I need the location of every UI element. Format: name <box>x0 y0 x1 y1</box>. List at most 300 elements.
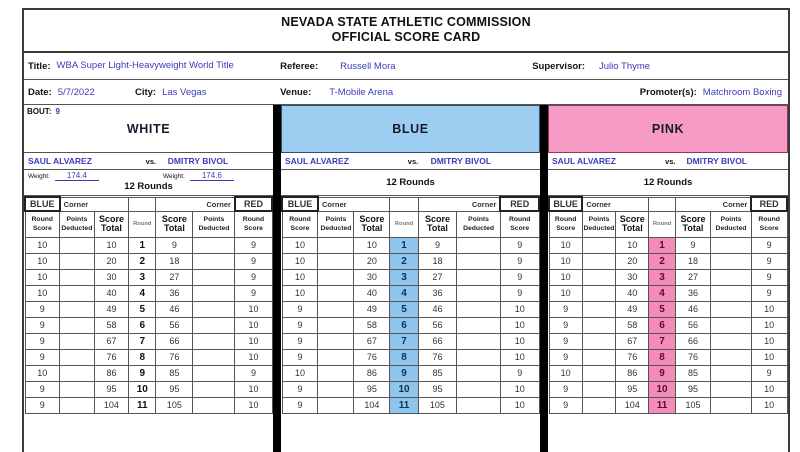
cell-blue-score-total: 86 <box>354 365 390 381</box>
cell-blue-score-total: 20 <box>616 253 649 269</box>
cell-red-round-score: 9 <box>751 237 787 253</box>
cell-red-points-deducted <box>193 301 235 317</box>
cell-blue-score-total: 67 <box>616 333 649 349</box>
corner-spacer <box>390 197 418 211</box>
cell-blue-points-deducted <box>318 349 354 365</box>
cell-red-score-total: 18 <box>156 253 193 269</box>
cell-blue-round-score: 10 <box>25 237 60 253</box>
cell-round-number: 11 <box>129 397 156 413</box>
blue-corner-tag: BLUE <box>25 197 60 211</box>
col-header-red-round-score: Round Score <box>751 211 787 237</box>
cell-red-score-total: 27 <box>418 269 457 285</box>
cell-red-points-deducted <box>457 397 501 413</box>
cell-blue-round-score: 9 <box>549 317 582 333</box>
rounds-count-pink: 12 Rounds <box>643 177 693 188</box>
cell-red-round-score: 10 <box>751 301 787 317</box>
cell-round-number: 2 <box>129 253 156 269</box>
col-header-red-round-score: Round Score <box>500 211 539 237</box>
corner-label-right: Corner <box>675 197 751 211</box>
cell-blue-score-total: 58 <box>94 317 129 333</box>
cell-blue-points-deducted <box>60 237 95 253</box>
cell-blue-score-total: 30 <box>94 269 129 285</box>
cell-round-number: 8 <box>649 349 675 365</box>
cell-red-points-deducted <box>711 317 751 333</box>
cell-blue-points-deducted <box>582 349 615 365</box>
table-row <box>282 237 539 253</box>
cell-red-points-deducted <box>711 397 751 413</box>
cell-red-points-deducted <box>193 333 235 349</box>
cell-round-number: 11 <box>649 397 675 413</box>
cell-red-score-total: 36 <box>675 285 711 301</box>
cell-red-round-score: 10 <box>751 397 787 413</box>
scorecard-document <box>22 8 790 452</box>
cell-blue-score-total: 86 <box>616 365 649 381</box>
cell-red-round-score: 10 <box>235 333 272 349</box>
cell-round-number: 10 <box>390 381 418 397</box>
field-date <box>24 80 131 104</box>
cell-red-points-deducted <box>711 333 751 349</box>
cell-red-points-deducted <box>193 317 235 333</box>
cell-red-points-deducted <box>711 301 751 317</box>
cell-red-round-score: 9 <box>751 365 787 381</box>
cell-red-points-deducted <box>457 237 501 253</box>
cell-blue-round-score: 9 <box>282 333 318 349</box>
cell-round-number: 2 <box>390 253 418 269</box>
cell-blue-score-total: 104 <box>94 397 129 413</box>
cell-red-points-deducted <box>457 269 501 285</box>
weight-b-label: Weight: <box>162 173 185 180</box>
cell-blue-round-score: 10 <box>549 285 582 301</box>
cell-blue-round-score: 10 <box>282 269 318 285</box>
field-venue <box>276 80 528 104</box>
promoter-label: Promoter(s): <box>639 86 697 98</box>
fighters-row-blue <box>281 153 540 170</box>
col-header-blue-points-deducted: Points Deducted <box>582 211 615 237</box>
panel-name-pink: PINK <box>651 122 685 136</box>
fighters-row-white <box>24 153 273 170</box>
cell-round-number: 5 <box>390 301 418 317</box>
red-corner-tag: RED <box>751 197 787 211</box>
cell-blue-round-score: 10 <box>282 237 318 253</box>
cell-red-points-deducted <box>457 365 501 381</box>
cell-blue-points-deducted <box>60 269 95 285</box>
cell-red-score-total: 76 <box>675 349 711 365</box>
cell-red-points-deducted <box>457 349 501 365</box>
corner-label-left: Corner <box>60 197 129 211</box>
col-header-red-score-total: Score Total <box>675 211 711 237</box>
cell-red-score-total: 56 <box>418 317 457 333</box>
cell-blue-points-deducted <box>318 381 354 397</box>
cell-red-score-total: 9 <box>418 237 457 253</box>
cell-blue-round-score: 9 <box>549 301 582 317</box>
cell-red-score-total: 46 <box>418 301 457 317</box>
cell-red-round-score: 10 <box>751 317 787 333</box>
cell-red-score-total: 18 <box>418 253 457 269</box>
column-header-row <box>25 211 272 237</box>
cell-blue-score-total: 10 <box>94 237 129 253</box>
cell-blue-round-score: 10 <box>282 253 318 269</box>
cell-round-number: 3 <box>390 269 418 285</box>
panel-divider-2 <box>540 105 548 452</box>
cell-red-points-deducted <box>457 317 501 333</box>
cell-blue-score-total: 49 <box>354 301 390 317</box>
cell-red-points-deducted <box>193 253 235 269</box>
table-row <box>25 301 272 317</box>
cell-blue-round-score: 10 <box>282 285 318 301</box>
table-row <box>25 381 272 397</box>
cell-red-score-total: 36 <box>156 285 193 301</box>
cell-red-round-score: 9 <box>751 253 787 269</box>
cell-red-score-total: 56 <box>156 317 193 333</box>
field-city <box>131 80 276 104</box>
cell-blue-points-deducted <box>318 333 354 349</box>
cell-blue-points-deducted <box>582 317 615 333</box>
cell-blue-points-deducted <box>60 333 95 349</box>
corner-spacer <box>129 197 156 211</box>
cell-red-score-total: 27 <box>675 269 711 285</box>
cell-red-score-total: 66 <box>418 333 457 349</box>
cell-blue-points-deducted <box>318 269 354 285</box>
panel-name-blue: BLUE <box>392 122 429 136</box>
venue-label: Venue: <box>280 86 312 98</box>
col-header-red-points-deducted: Points Deducted <box>711 211 751 237</box>
cell-blue-points-deducted <box>582 365 615 381</box>
fighter-b-name: DMITRY BIVOL <box>430 156 492 166</box>
cell-blue-points-deducted <box>582 381 615 397</box>
cell-red-score-total: 95 <box>156 381 193 397</box>
cell-red-score-total: 36 <box>418 285 457 301</box>
cell-blue-score-total: 58 <box>354 317 390 333</box>
red-corner-tag: RED <box>500 197 539 211</box>
table-row <box>25 397 272 413</box>
cell-red-round-score: 9 <box>500 285 539 301</box>
cell-blue-round-score: 9 <box>282 397 318 413</box>
panel-divider-1 <box>273 105 281 452</box>
cell-red-round-score: 9 <box>500 253 539 269</box>
cell-red-score-total: 9 <box>675 237 711 253</box>
corner-label-right: Corner <box>418 197 500 211</box>
cell-blue-points-deducted <box>60 317 95 333</box>
cell-red-score-total: 105 <box>675 397 711 413</box>
cell-red-round-score: 10 <box>500 317 539 333</box>
col-header-blue-score-total: Score Total <box>94 211 129 237</box>
table-row <box>25 365 272 381</box>
panel-name-white: WHITE <box>126 121 171 136</box>
cell-red-score-total: 66 <box>675 333 711 349</box>
cell-red-points-deducted <box>193 237 235 253</box>
cell-red-points-deducted <box>711 381 751 397</box>
cell-blue-round-score: 10 <box>25 269 60 285</box>
corner-label-right: Corner <box>156 197 235 211</box>
cell-red-score-total: 46 <box>675 301 711 317</box>
table-row <box>25 333 272 349</box>
field-referee <box>276 53 528 79</box>
cell-blue-score-total: 95 <box>94 381 129 397</box>
cell-red-score-total: 46 <box>156 301 193 317</box>
cell-blue-round-score: 9 <box>25 381 60 397</box>
cell-round-number: 4 <box>649 285 675 301</box>
score-table-white <box>24 196 273 414</box>
cell-red-points-deducted <box>711 365 751 381</box>
heading-line-2: OFFICIAL SCORE CARD <box>331 30 481 44</box>
referee-label: Referee: <box>280 60 319 72</box>
cell-red-score-total: 85 <box>418 365 457 381</box>
table-row <box>25 269 272 285</box>
date-value: 5/7/2022 <box>57 86 95 98</box>
col-header-blue-score-total: Score Total <box>616 211 649 237</box>
table-row <box>282 301 539 317</box>
column-header-row <box>282 211 539 237</box>
cell-blue-score-total: 20 <box>94 253 129 269</box>
cell-red-score-total: 66 <box>156 333 193 349</box>
table-row <box>549 269 787 285</box>
cell-blue-round-score: 10 <box>549 237 582 253</box>
cell-red-points-deducted <box>457 333 501 349</box>
col-header-red-points-deducted: Points Deducted <box>457 211 501 237</box>
cell-red-round-score: 10 <box>235 381 272 397</box>
cell-red-score-total: 95 <box>418 381 457 397</box>
cell-red-score-total: 95 <box>675 381 711 397</box>
cell-round-number: 4 <box>129 285 156 301</box>
cell-red-round-score: 10 <box>235 349 272 365</box>
cell-blue-round-score: 10 <box>549 253 582 269</box>
cell-red-round-score: 10 <box>500 381 539 397</box>
versus-label: vs. <box>407 156 419 166</box>
cell-round-number: 3 <box>649 269 675 285</box>
heading-line-1: NEVADA STATE ATHLETIC COMMISSION <box>281 15 531 29</box>
city-value: Las Vegas <box>162 86 207 98</box>
cell-blue-score-total: 58 <box>616 317 649 333</box>
cell-red-round-score: 10 <box>751 333 787 349</box>
corner-spacer <box>649 197 675 211</box>
cell-blue-score-total: 95 <box>354 381 390 397</box>
col-header-red-round-score: Round Score <box>235 211 272 237</box>
fighters-row-pink <box>548 153 788 170</box>
supervisor-label: Supervisor: <box>532 60 586 72</box>
cell-blue-points-deducted <box>60 253 95 269</box>
cell-red-round-score: 10 <box>235 317 272 333</box>
cell-red-points-deducted <box>193 349 235 365</box>
cell-blue-round-score: 10 <box>25 285 60 301</box>
col-header-red-points-deducted: Points Deducted <box>193 211 235 237</box>
col-header-round: Round <box>390 211 418 237</box>
cell-blue-score-total: 104 <box>616 397 649 413</box>
cell-blue-points-deducted <box>318 253 354 269</box>
cell-blue-points-deducted <box>60 349 95 365</box>
cell-blue-score-total: 20 <box>354 253 390 269</box>
fighter-a-name: SAUL ALVAREZ <box>285 156 349 166</box>
field-title <box>24 53 276 79</box>
cell-round-number: 7 <box>390 333 418 349</box>
cell-blue-points-deducted <box>60 397 95 413</box>
table-row <box>25 349 272 365</box>
meta-row-date <box>24 80 788 105</box>
table-row <box>282 285 539 301</box>
cell-blue-points-deducted <box>60 301 95 317</box>
col-header-blue-round-score: Round Score <box>549 211 582 237</box>
cell-blue-round-score: 9 <box>549 349 582 365</box>
cell-red-score-total: 27 <box>156 269 193 285</box>
col-header-blue-points-deducted: Points Deducted <box>60 211 95 237</box>
red-corner-tag: RED <box>235 197 272 211</box>
cell-blue-round-score: 9 <box>549 333 582 349</box>
cell-round-number: 11 <box>390 397 418 413</box>
cell-red-round-score: 9 <box>751 269 787 285</box>
meta-row-title <box>24 53 788 80</box>
cell-red-points-deducted <box>711 285 751 301</box>
weight-field-b <box>163 171 269 181</box>
weight-a-label: Weight: <box>28 173 50 180</box>
fighter-a-name: SAUL ALVAREZ <box>552 156 616 166</box>
cell-blue-points-deducted <box>318 237 354 253</box>
panels-container <box>24 105 788 452</box>
weights-group <box>24 170 273 181</box>
cell-red-points-deducted <box>457 381 501 397</box>
cell-blue-round-score: 9 <box>25 317 60 333</box>
cell-blue-points-deducted <box>582 397 615 413</box>
cell-blue-round-score: 9 <box>25 397 60 413</box>
cell-red-round-score: 9 <box>751 285 787 301</box>
col-header-round: Round <box>129 211 156 237</box>
table-row <box>282 317 539 333</box>
cell-blue-score-total: 30 <box>354 269 390 285</box>
cell-blue-points-deducted <box>582 237 615 253</box>
cell-red-points-deducted <box>457 253 501 269</box>
cell-red-round-score: 10 <box>751 349 787 365</box>
cell-red-round-score: 10 <box>500 333 539 349</box>
table-row <box>549 317 787 333</box>
table-row <box>549 333 787 349</box>
cell-red-score-total: 76 <box>156 349 193 365</box>
cell-blue-round-score: 9 <box>282 381 318 397</box>
blue-corner-tag: BLUE <box>549 197 582 211</box>
venue-value: T-Mobile Arena <box>329 86 394 98</box>
table-row <box>282 269 539 285</box>
cell-red-round-score: 10 <box>500 349 539 365</box>
cell-red-round-score: 9 <box>235 253 272 269</box>
cell-blue-score-total: 67 <box>354 333 390 349</box>
fighter-b-name: DMITRY BIVOL <box>167 156 229 166</box>
fighter-a-name: SAUL ALVAREZ <box>28 156 92 166</box>
cell-red-round-score: 9 <box>235 365 272 381</box>
cell-blue-score-total: 76 <box>354 349 390 365</box>
cell-red-round-score: 10 <box>500 301 539 317</box>
rounds-count-blue: 12 Rounds <box>386 177 435 188</box>
cell-round-number: 7 <box>649 333 675 349</box>
cell-blue-points-deducted <box>318 301 354 317</box>
cell-red-score-total: 85 <box>675 365 711 381</box>
cell-blue-points-deducted <box>582 253 615 269</box>
table-row <box>25 317 272 333</box>
table-row <box>25 285 272 301</box>
scorecard-panel-white <box>24 105 273 452</box>
cell-blue-points-deducted <box>60 365 95 381</box>
cell-red-score-total: 9 <box>156 237 193 253</box>
cell-blue-round-score: 9 <box>549 381 582 397</box>
cell-red-points-deducted <box>711 269 751 285</box>
cell-red-round-score: 10 <box>751 381 787 397</box>
title-label: Title: <box>28 60 51 72</box>
col-header-blue-points-deducted: Points Deducted <box>318 211 354 237</box>
col-header-red-score-total: Score Total <box>418 211 457 237</box>
cell-red-points-deducted <box>457 301 501 317</box>
cell-round-number: 6 <box>390 317 418 333</box>
cell-blue-score-total: 67 <box>94 333 129 349</box>
cell-round-number: 7 <box>129 333 156 349</box>
cell-blue-points-deducted <box>318 365 354 381</box>
cell-red-points-deducted <box>193 285 235 301</box>
cell-blue-round-score: 10 <box>282 365 318 381</box>
cell-round-number: 3 <box>129 269 156 285</box>
cell-blue-score-total: 86 <box>94 365 129 381</box>
score-table-pink <box>548 196 788 414</box>
cell-blue-points-deducted <box>582 333 615 349</box>
bout-number: 9 <box>55 107 60 116</box>
document-heading <box>24 10 788 53</box>
cell-round-number: 1 <box>129 237 156 253</box>
field-promoter <box>528 80 788 104</box>
cell-blue-points-deducted <box>318 285 354 301</box>
bout-tag <box>27 107 60 116</box>
col-header-blue-score-total: Score Total <box>354 211 390 237</box>
cell-blue-round-score: 10 <box>549 365 582 381</box>
corner-label-left: Corner <box>318 197 390 211</box>
cell-round-number: 6 <box>649 317 675 333</box>
cell-blue-points-deducted <box>582 301 615 317</box>
title-value: WBA Super Light-Heavyweight World Title <box>56 59 234 71</box>
cell-red-points-deducted <box>711 349 751 365</box>
panel-header-blue <box>281 105 540 153</box>
table-row <box>549 285 787 301</box>
cell-red-points-deducted <box>193 365 235 381</box>
cell-round-number: 9 <box>129 365 156 381</box>
cell-red-score-total: 18 <box>675 253 711 269</box>
field-supervisor <box>528 53 788 79</box>
corner-header-row <box>282 197 539 211</box>
cell-red-round-score: 10 <box>235 397 272 413</box>
cell-red-score-total: 76 <box>418 349 457 365</box>
cell-blue-points-deducted <box>318 397 354 413</box>
city-label: City: <box>134 86 157 98</box>
corner-label-left: Corner <box>582 197 649 211</box>
corner-header-row <box>549 197 787 211</box>
table-row <box>282 253 539 269</box>
table-row <box>25 237 272 253</box>
cell-blue-score-total: 104 <box>354 397 390 413</box>
blue-corner-tag: BLUE <box>282 197 318 211</box>
table-row <box>282 397 539 413</box>
cell-blue-round-score: 9 <box>25 301 60 317</box>
col-header-round: Round <box>649 211 675 237</box>
cell-blue-score-total: 30 <box>616 269 649 285</box>
corner-header-row <box>25 197 272 211</box>
cell-round-number: 8 <box>390 349 418 365</box>
weights-rounds-row-white <box>24 170 273 196</box>
cell-blue-score-total: 95 <box>616 381 649 397</box>
cell-blue-score-total: 10 <box>616 237 649 253</box>
cell-round-number: 5 <box>649 301 675 317</box>
cell-blue-points-deducted <box>582 285 615 301</box>
scorecard-panel-pink <box>548 105 788 452</box>
cell-blue-round-score: 9 <box>25 333 60 349</box>
cell-red-round-score: 9 <box>235 237 272 253</box>
cell-red-points-deducted <box>457 285 501 301</box>
table-row <box>282 349 539 365</box>
col-header-blue-round-score: Round Score <box>282 211 318 237</box>
cell-round-number: 2 <box>649 253 675 269</box>
cell-round-number: 9 <box>390 365 418 381</box>
cell-blue-score-total: 49 <box>616 301 649 317</box>
